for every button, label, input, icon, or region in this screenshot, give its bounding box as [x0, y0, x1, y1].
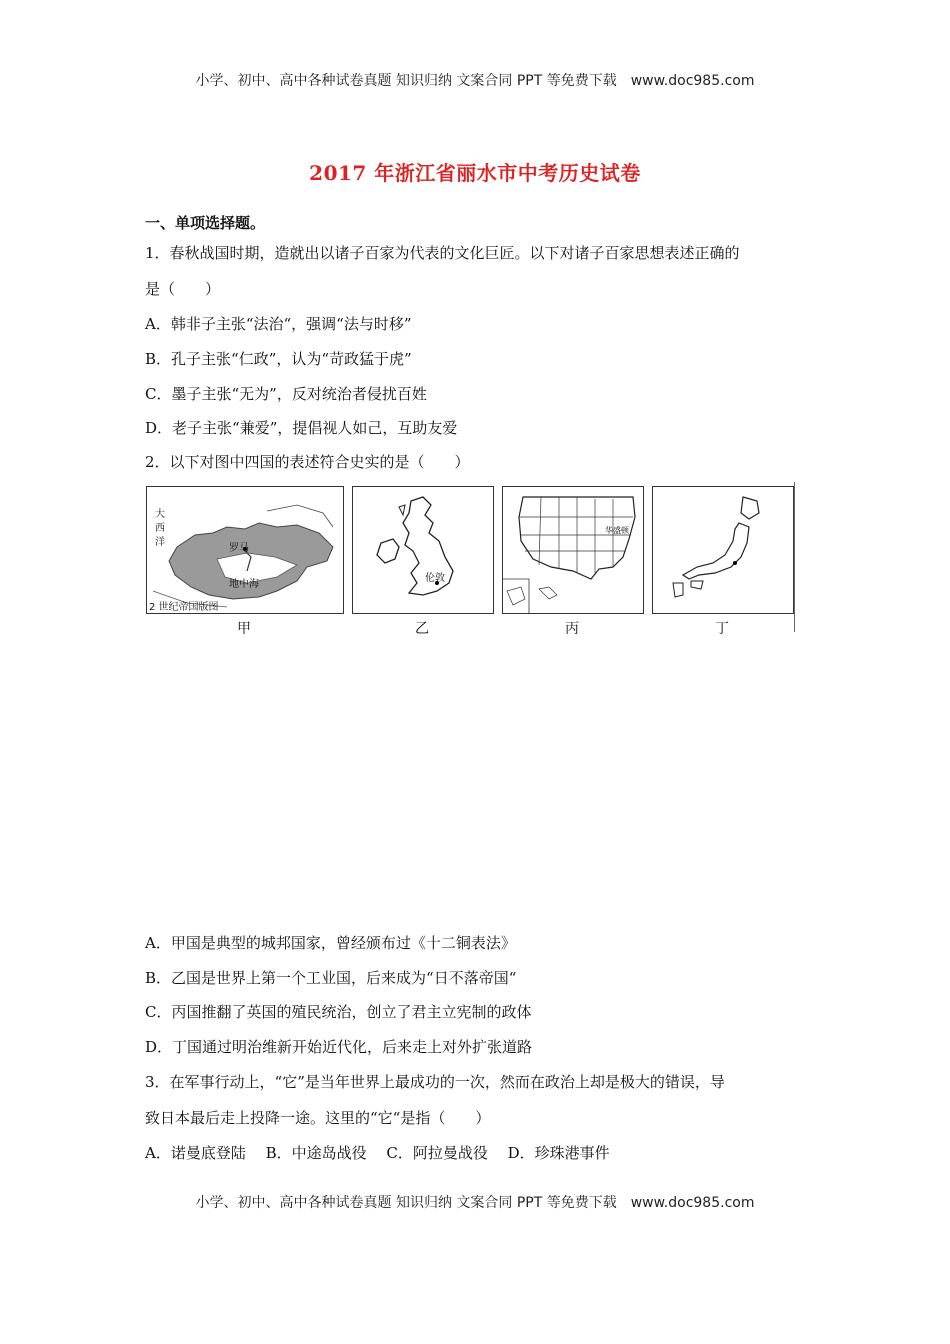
q1-option-a: A．韩非子主张“法治“，强调“法与时移” — [145, 315, 412, 333]
map-ding-japan — [652, 486, 794, 614]
map-bing-dc-label: 华盛顿 — [605, 526, 629, 535]
q2-stem: 2．以下对图中四国的表述符合史实的是（ ） — [145, 453, 470, 471]
map-jia-rome-label: 罗马 — [229, 543, 249, 554]
map-jia-roman-empire — [146, 486, 344, 614]
q1-stem-line1: 1．春秋战国时期，造就出以诸子百家为代表的文化巨匠。以下对诸子百家思想表述正确的 — [145, 244, 740, 262]
page-footer: 小学、初中、高中各种试卷真题 知识归纳 文案合同 PPT 等免费下载 www.doc985.com — [195, 1195, 755, 1211]
q3-stem-line1: 3．在军事行动上，“它”是当年世界上最成功的一次，然而在政治上却是极大的错误，导 — [145, 1073, 725, 1091]
q1-option-b: B．孔子主张“仁政”，认为“苛政猛于虎” — [145, 350, 412, 368]
section-heading: 一、单项选择题。 — [145, 214, 266, 232]
map-yi-caption: 乙 — [415, 621, 429, 637]
map-yi-graphic — [353, 487, 493, 613]
map-jia-caption: 甲 — [237, 621, 251, 637]
map-jia-legend: 2 世纪帝国版图 — [149, 602, 219, 613]
map-bing-usa — [502, 486, 644, 614]
map-jia-sea-label: 地中海 — [229, 579, 259, 590]
map-bing-caption: 丙 — [565, 621, 579, 637]
q2-option-b: B．乙国是世界上第一个工业国，后来成为“日不落帝国“ — [145, 969, 517, 987]
q2-map-figure — [146, 486, 796, 636]
q2-option-d: D．丁国通过明治维新开始近代化，后来走上对外扩张道路 — [145, 1038, 533, 1056]
map-bing-graphic — [503, 487, 643, 613]
map-jia-ocean-char1: 大 — [155, 509, 165, 520]
q2-option-a: A．甲国是典型的城邦国家，曾经颁布过《十二铜表法》 — [145, 934, 516, 952]
q1-stem-line2: 是（ ） — [145, 280, 221, 298]
map-jia-ocean-char2: 西 — [155, 523, 165, 534]
q1-option-d: D．老子主张“兼爱”，提倡视人如己，互助友爱 — [145, 419, 458, 437]
q2-option-c: C．丙国推翻了英国的殖民统治，创立了君主立宪制的政体 — [145, 1003, 532, 1021]
q3-options: A．诺曼底登陆 B．中途岛战役 C．阿拉曼战役 D．珍珠港事件 — [145, 1144, 610, 1162]
q1-option-c: C．墨子主张“无为”，反对统治者侵扰百姓 — [145, 385, 427, 403]
map-ding-graphic — [653, 487, 793, 613]
map-ding-caption: 丁 — [715, 621, 729, 637]
exam-title: 2017 年浙江省丽水市中考历史试卷 — [309, 161, 641, 185]
q3-stem-line2: 致日本最后走上投降一途。这里的“它“是指（ ） — [145, 1109, 491, 1127]
page-header: 小学、初中、高中各种试卷真题 知识归纳 文案合同 PPT 等免费下载 www.doc985.com — [195, 73, 755, 89]
map-yi-britain — [352, 486, 494, 614]
map-jia-ocean-char3: 洋 — [155, 537, 165, 548]
map-yi-london-label: 伦敦 — [425, 573, 445, 584]
